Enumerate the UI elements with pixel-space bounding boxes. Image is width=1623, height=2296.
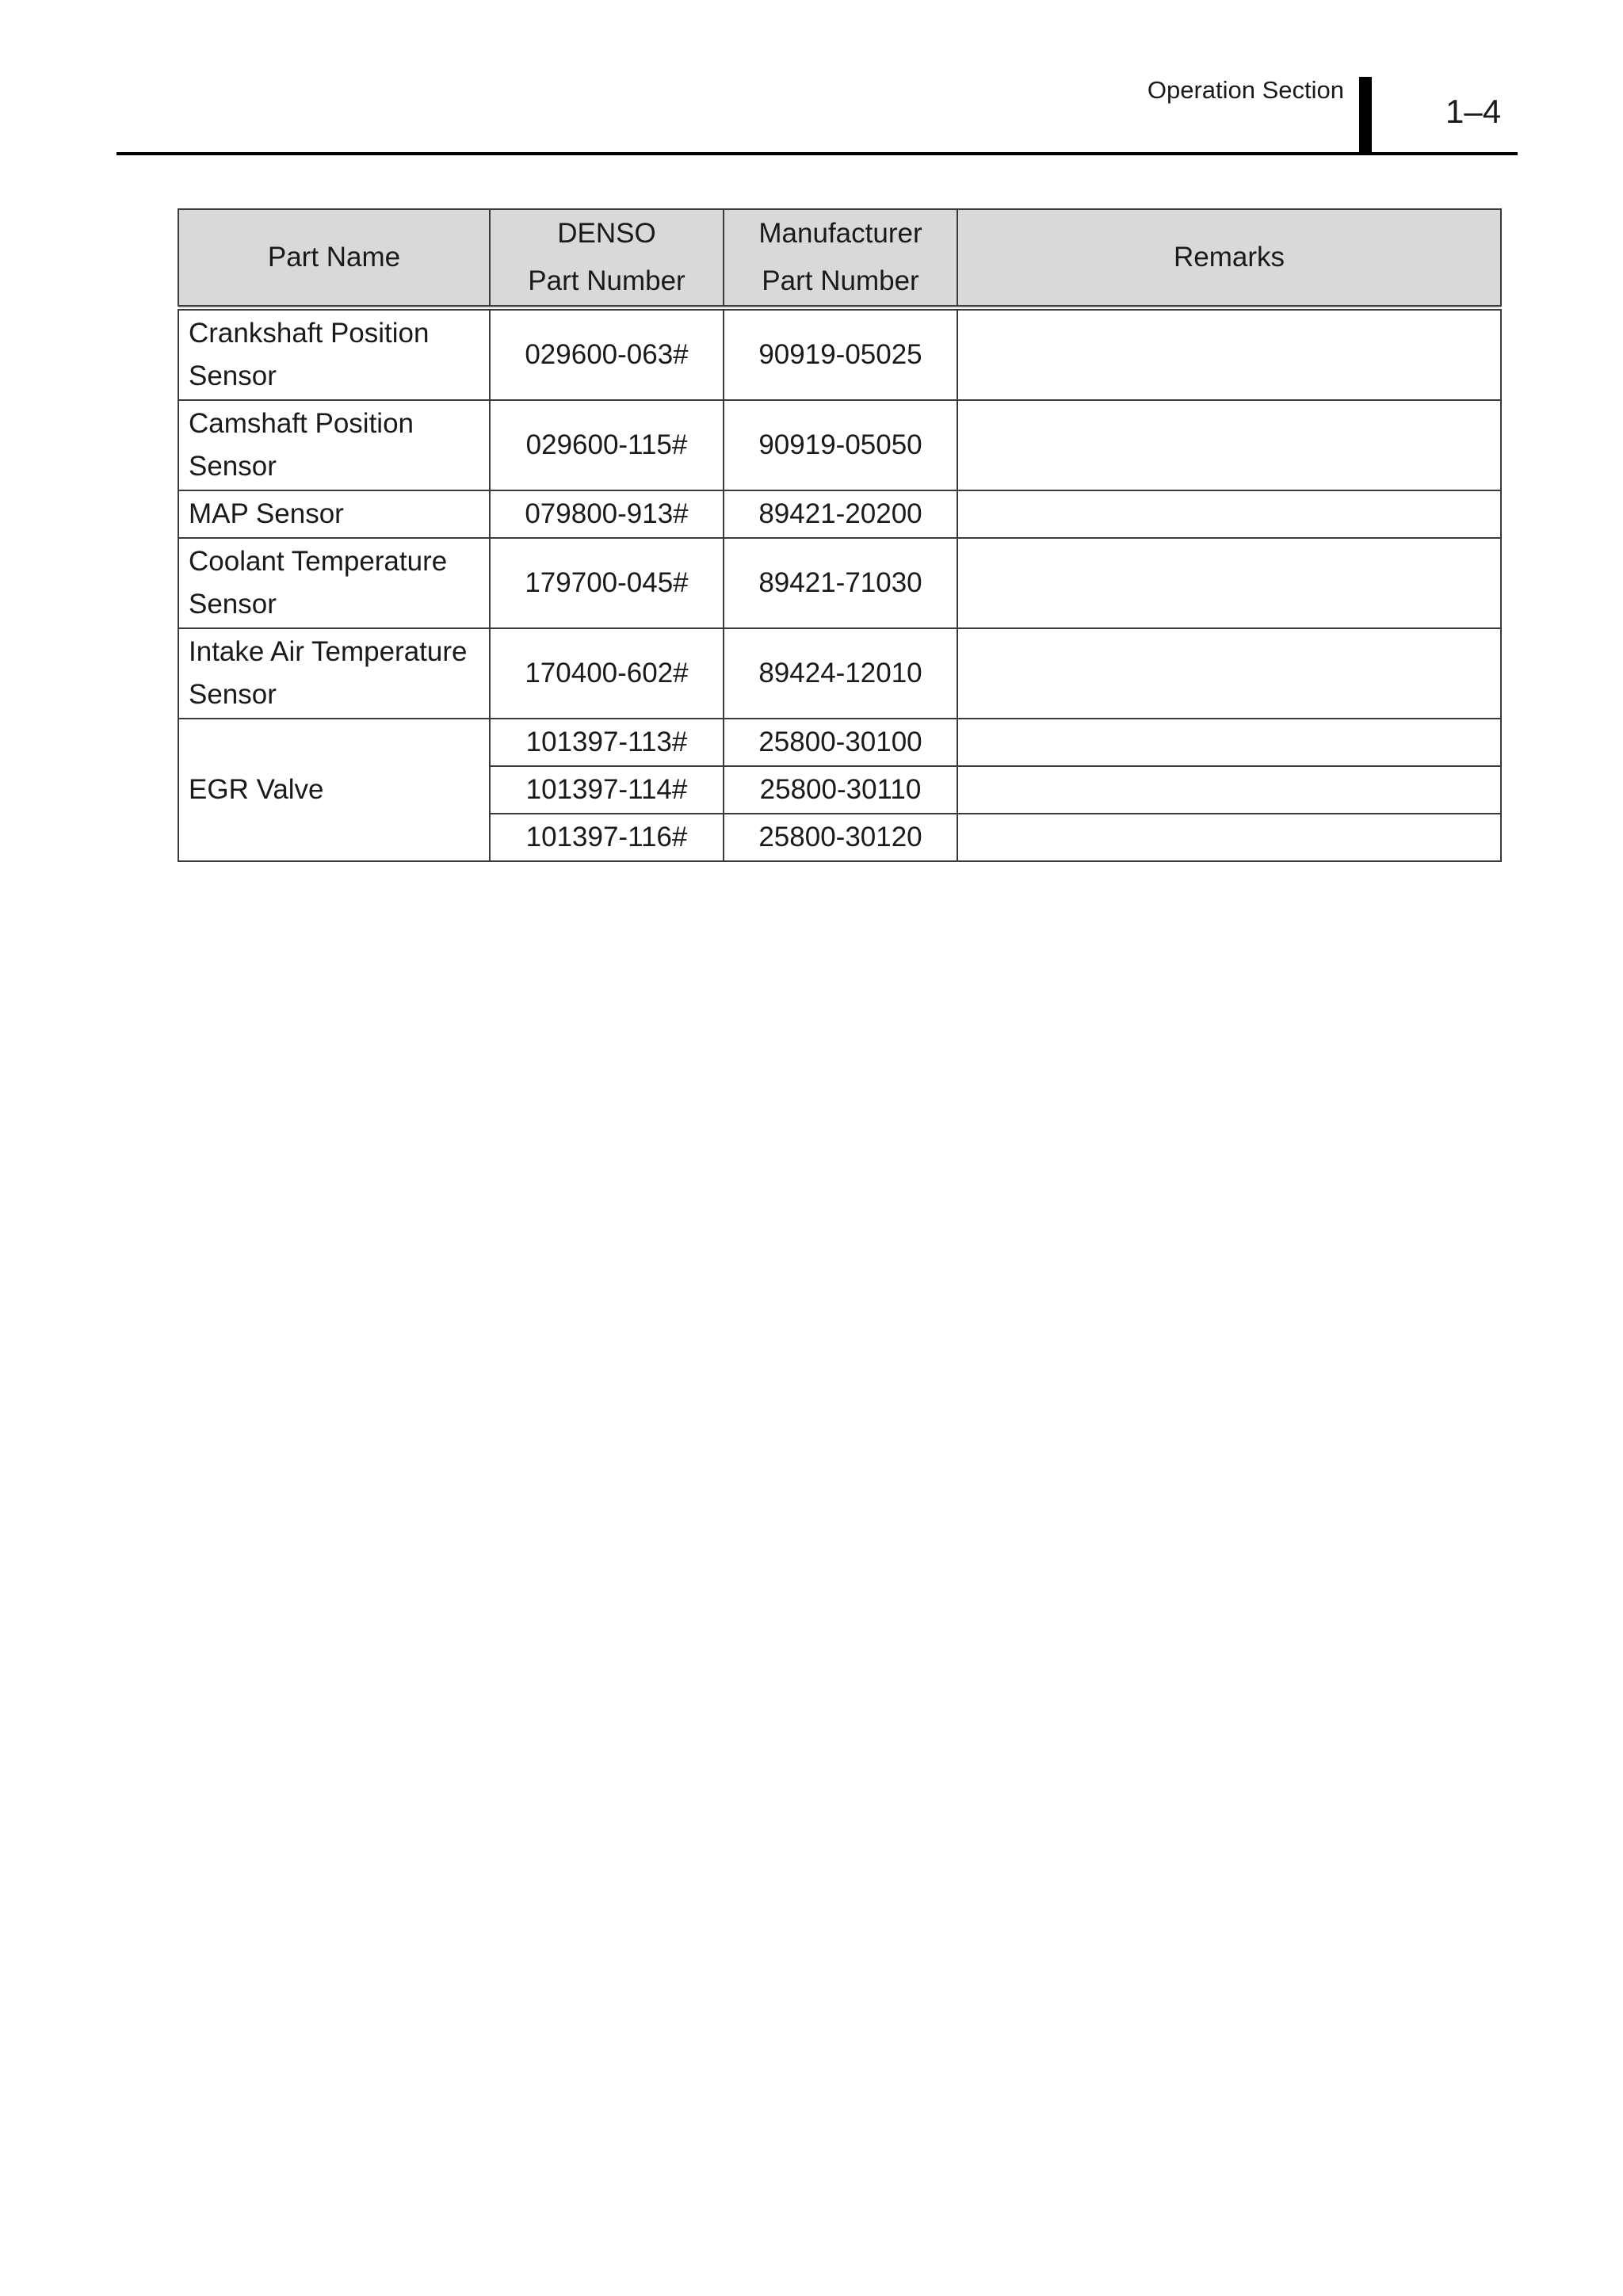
- column-header-denso-line1: DENSO: [557, 218, 656, 249]
- page-number: 1–4: [1445, 93, 1502, 130]
- table-row: [178, 628, 1501, 719]
- part-name-line2: Sensor: [189, 679, 277, 710]
- column-header-denso-part-number: [490, 209, 724, 308]
- cell-manufacturer-part-number: 25800-30120: [724, 814, 957, 861]
- column-header-denso-line2: Part Number: [528, 265, 685, 296]
- cell-denso-part-number: 029600-115#: [490, 400, 724, 490]
- column-header-manufacturer-line2: Part Number: [762, 265, 919, 296]
- table-row: [178, 400, 1501, 490]
- cell-part-name: [178, 628, 490, 719]
- header-bar: [1359, 77, 1372, 154]
- column-header-remarks: Remarks: [957, 209, 1501, 308]
- cell-remarks: [957, 308, 1501, 401]
- table-header-row: [178, 209, 1501, 308]
- cell-denso-part-number: 179700-045#: [490, 538, 724, 628]
- header-section-label: Operation Section: [1147, 76, 1344, 104]
- column-header-part-name: Part Name: [178, 209, 490, 308]
- cell-denso-part-number: 101397-114#: [490, 766, 724, 814]
- cell-remarks: [957, 766, 1501, 814]
- part-name-line1: Camshaft Position: [189, 408, 414, 439]
- cell-remarks: [957, 538, 1501, 628]
- cell-manufacturer-part-number: 25800-30100: [724, 719, 957, 766]
- table-row: [178, 719, 1501, 766]
- part-name-line2: Sensor: [189, 451, 277, 482]
- cell-remarks: [957, 400, 1501, 490]
- cell-remarks: [957, 490, 1501, 538]
- cell-remarks: [957, 719, 1501, 766]
- cell-part-name: MAP Sensor: [178, 490, 490, 538]
- cell-denso-part-number: 101397-116#: [490, 814, 724, 861]
- cell-denso-part-number: 029600-063#: [490, 308, 724, 401]
- cell-denso-part-number: 101397-113#: [490, 719, 724, 766]
- cell-manufacturer-part-number: 89421-71030: [724, 538, 957, 628]
- cell-part-name: [178, 400, 490, 490]
- table-row: [178, 490, 1501, 538]
- column-header-manufacturer-part-number: [724, 209, 957, 308]
- column-header-manufacturer-line1: Manufacturer: [758, 218, 922, 249]
- cell-manufacturer-part-number: 89421-20200: [724, 490, 957, 538]
- part-name-line1: Intake Air Temperature: [189, 636, 468, 667]
- cell-part-name: [178, 538, 490, 628]
- part-name-line1: Crankshaft Position: [189, 318, 430, 349]
- cell-manufacturer-part-number: 90919-05025: [724, 308, 957, 401]
- cell-denso-part-number: 170400-602#: [490, 628, 724, 719]
- part-name-line2: Sensor: [189, 589, 277, 620]
- part-name-line2: Sensor: [189, 360, 277, 391]
- cell-remarks: [957, 814, 1501, 861]
- cell-manufacturer-part-number: 89424-12010: [724, 628, 957, 719]
- part-name-line1: Coolant Temperature: [189, 546, 448, 577]
- cell-part-name: [178, 308, 490, 401]
- cell-manufacturer-part-number: 90919-05050: [724, 400, 957, 490]
- table-row: [178, 308, 1501, 401]
- table-row: [178, 538, 1501, 628]
- header-rule: [116, 152, 1518, 155]
- cell-part-name-egr-valve: EGR Valve: [178, 719, 490, 861]
- cell-manufacturer-part-number: 25800-30110: [724, 766, 957, 814]
- parts-table: [178, 208, 1502, 862]
- cell-remarks: [957, 628, 1501, 719]
- cell-denso-part-number: 079800-913#: [490, 490, 724, 538]
